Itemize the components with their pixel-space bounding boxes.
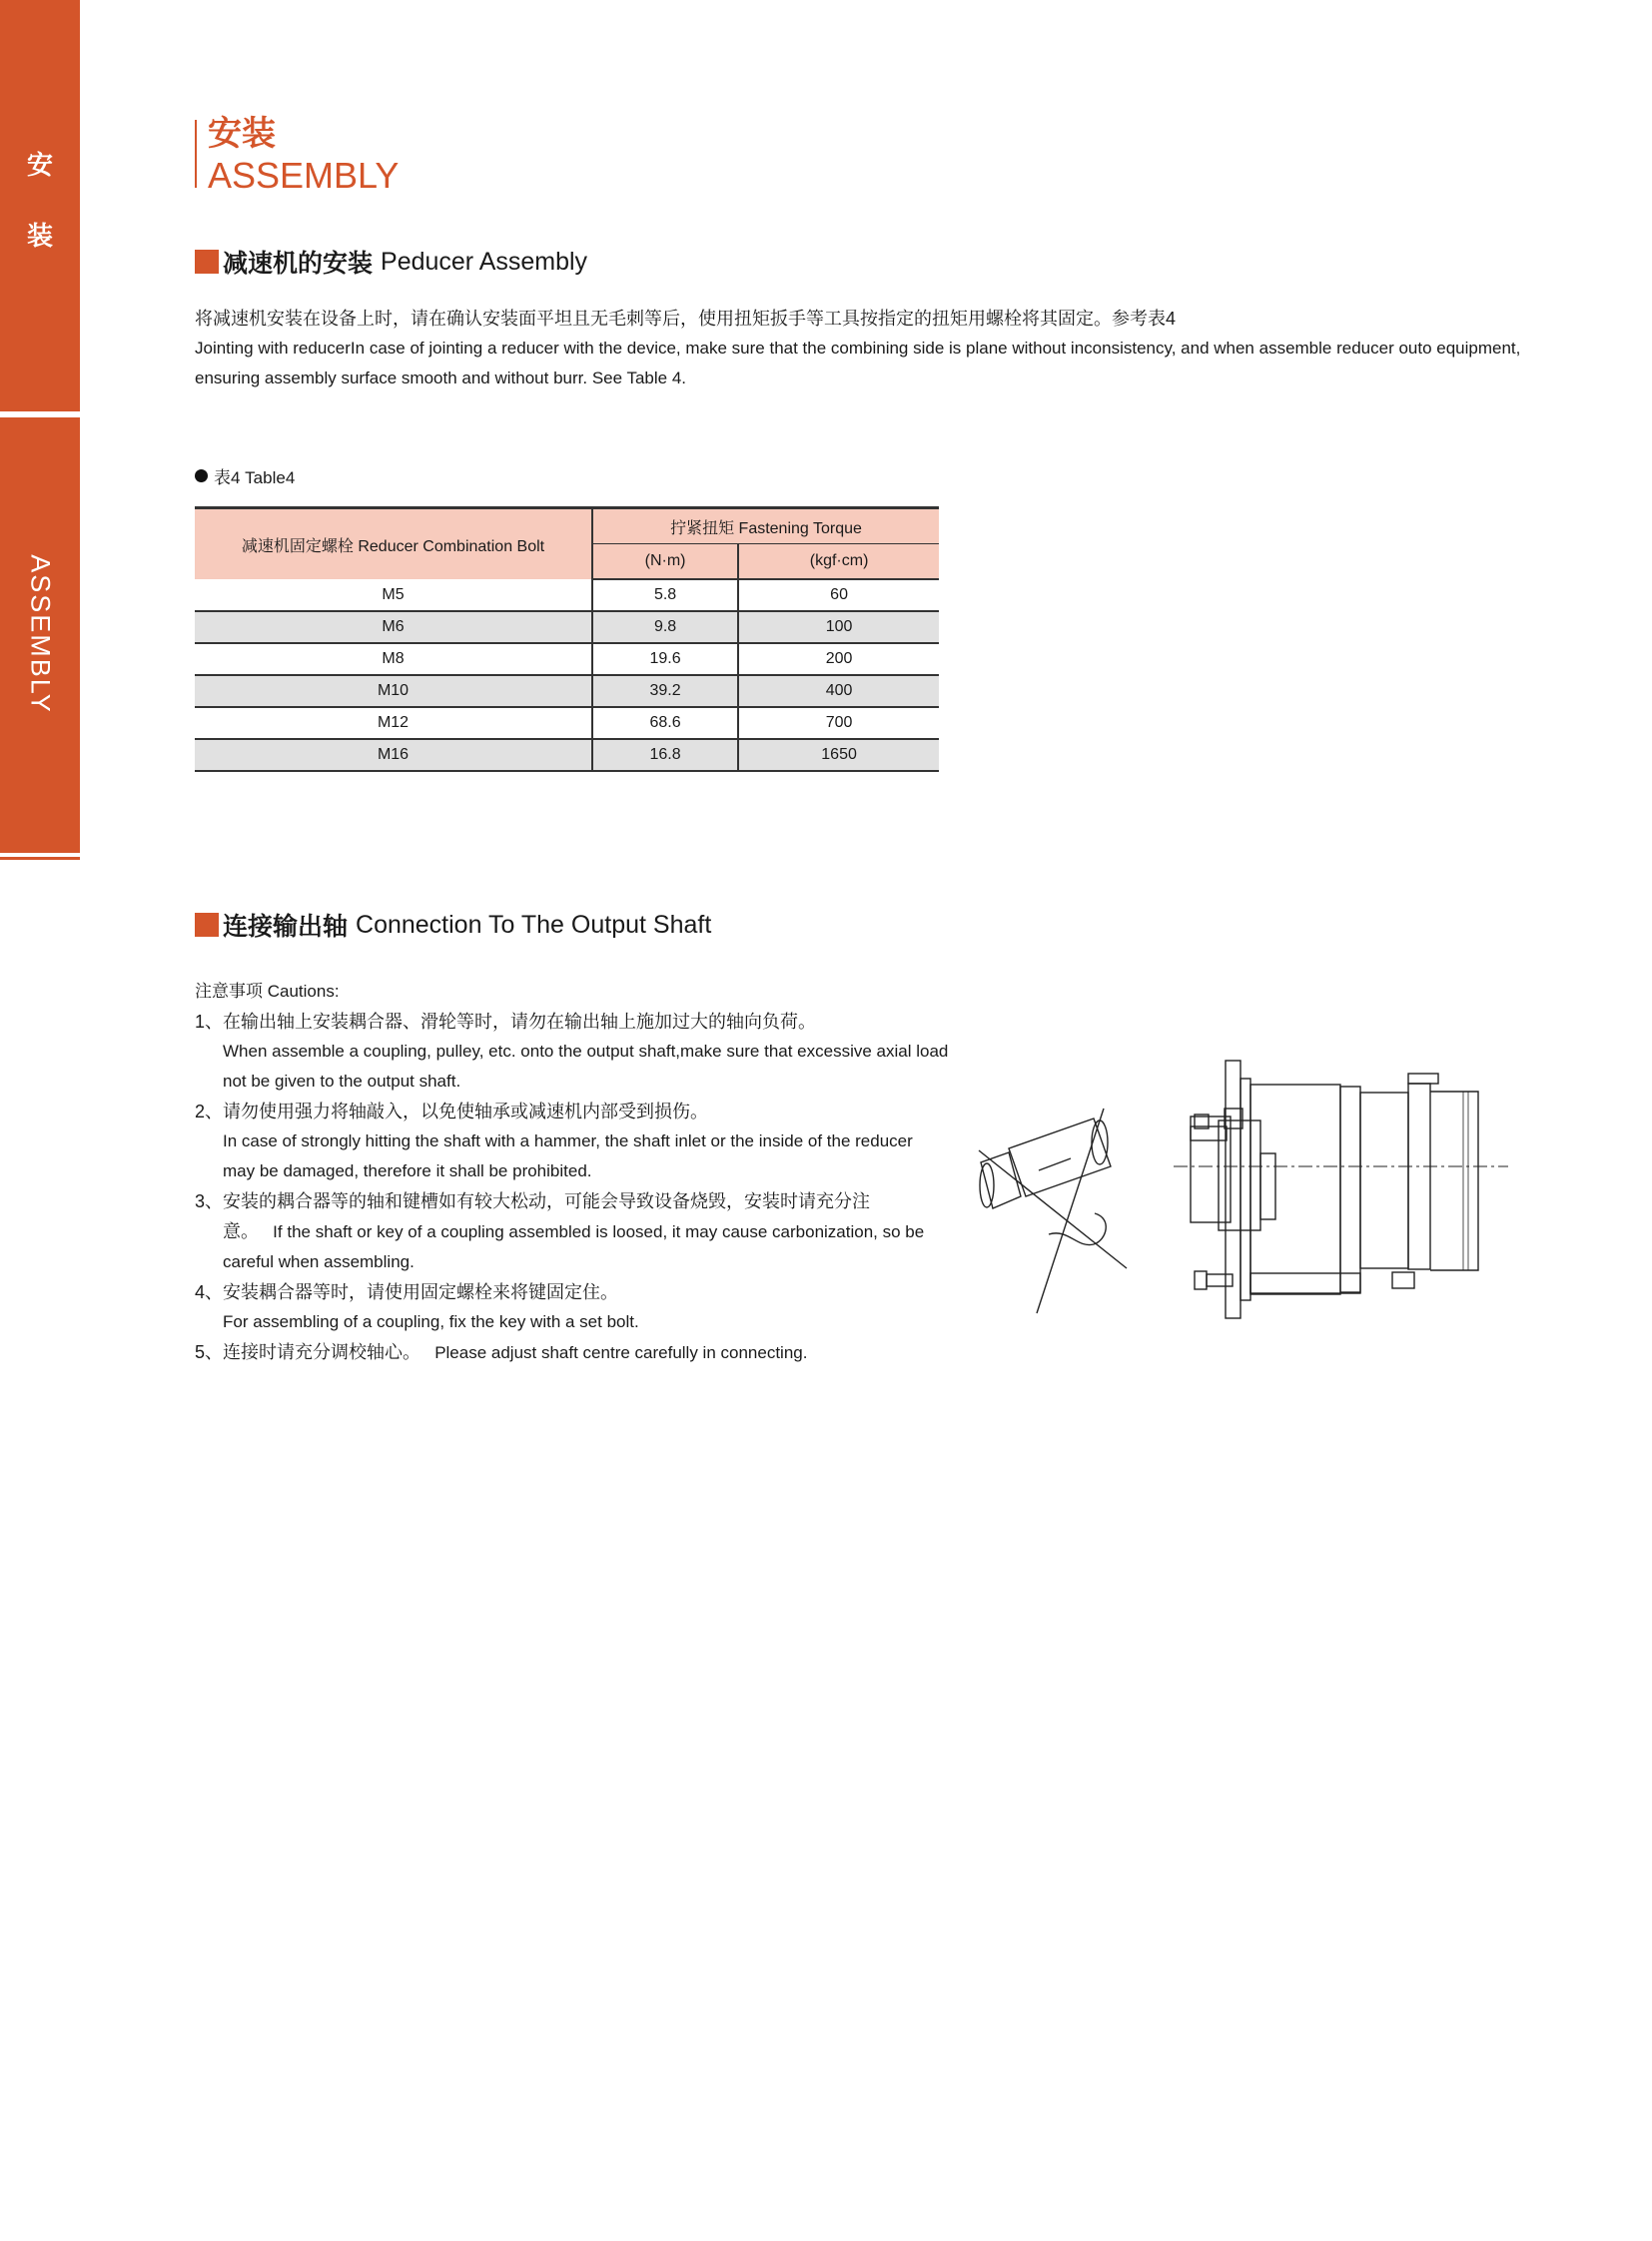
table-caption: [195, 463, 295, 488]
torque-table: [195, 506, 939, 772]
caution-cn-cont: 意。: [223, 1221, 259, 1241]
table-row: [195, 643, 939, 675]
section-marker: [195, 250, 219, 274]
cell-kgf: 200: [738, 643, 939, 675]
cell-kgf: 1650: [738, 739, 939, 771]
caution-en: Please adjust shaft centre carefully in connecting.: [434, 1343, 808, 1362]
caution-cn: 5、连接时请充分调校轴心。: [195, 1342, 421, 1362]
section-title-cn: 减速机的安装: [223, 250, 374, 278]
section1-paragraph-en-line2: ensuring assembly surface smooth and without burr. See Table 4.: [195, 369, 687, 387]
table-row: [195, 675, 939, 707]
caution-en-text: If the shaft or key of a coupling assembled is loosed, it may cause carbonization, so be: [273, 1222, 925, 1241]
cell-kgf: 700: [738, 707, 939, 739]
side-char-an: 安: [26, 150, 53, 180]
side-tab-top: [0, 0, 80, 411]
table-row: [195, 579, 939, 611]
cell-kgf: 400: [738, 675, 939, 707]
caution-en: In case of strongly hitting the shaft with a hammer, the shaft inlet or the inside of the reducer: [223, 1131, 913, 1150]
cell-nm: 68.6: [592, 707, 738, 739]
cell-nm: 39.2: [592, 675, 738, 707]
header-bolt: 减速机固定螺栓 Reducer Combination Bolt: [195, 508, 592, 580]
table-row: [195, 611, 939, 643]
page-title-cn: 安装: [208, 115, 276, 153]
cell-bolt: M10: [195, 675, 592, 707]
caution-en: may be damaged, therefore it shall be prohibited.: [223, 1161, 592, 1180]
cell-kgf: 100: [738, 611, 939, 643]
caution-en: When assemble a coupling, pulley, etc. onto the output shaft,make sure that excessive axial load: [223, 1042, 949, 1061]
cell-kgf: 60: [738, 579, 939, 611]
page-title-en: ASSEMBLY: [208, 155, 400, 196]
caution-en: not be given to the output shaft.: [223, 1072, 461, 1091]
caution-en-first: [195, 1216, 954, 1247]
section-heading-reducer-assembly: [195, 244, 587, 280]
section-title-cn: 连接输出轴: [223, 913, 349, 941]
cell-bolt: M6: [195, 611, 592, 643]
caution-cn: 1、在输出轴上安装耦合器、滑轮等时，请勿在输出轴上施加过大的轴向负荷。: [195, 1012, 817, 1032]
caution-item: [195, 1337, 954, 1368]
side-vertical-label: ASSEMBLY: [25, 554, 56, 714]
side-char-zhuang: 装: [26, 221, 53, 251]
section-title-en: Peducer Assembly: [381, 247, 588, 276]
cell-nm: 9.8: [592, 611, 738, 643]
caution-cn: 2、请勿使用强力将轴敲入，以免使轴承或减速机内部受到损伤。: [195, 1102, 709, 1121]
caution-en: careful when assembling.: [223, 1252, 414, 1271]
section1-paragraph-en-line1: Jointing with reducerIn case of jointing a reducer with the device, make sure that the combining side is plane without inconsistency, and when assemble reducer outo equipment,: [195, 339, 1521, 358]
caution-cn: 4、安装耦合器等时，请使用固定螺栓来将键固定住。: [195, 1282, 619, 1302]
caution-item: [195, 1007, 954, 1097]
section-marker: [195, 913, 219, 937]
cautions-list: [195, 977, 954, 1368]
bullet-icon: [195, 469, 208, 482]
caution-item: [195, 1277, 954, 1337]
cell-bolt: M12: [377, 714, 410, 731]
prohibited-shaft-figure: [979, 1109, 1127, 1313]
section1-paragraph-cn: 将减速机安装在设备上时，请在确认安装面平坦且无毛刺等后，使用扭矩扳手等工具按指定的扭矩用螺栓将其固定。参考表4: [195, 309, 1177, 329]
header-unit-nm: (N·m): [592, 544, 738, 580]
cell-nm: 16.8: [592, 739, 738, 771]
header-torque: 拧紧扭矩 Fastening Torque: [592, 508, 939, 544]
cell-bolt: M5: [382, 585, 405, 603]
caution-en: For assembling of a coupling, fix the key with a set bolt.: [223, 1312, 639, 1331]
cell-bolt: M16: [195, 739, 592, 771]
shaft-figures: [969, 1059, 1568, 1328]
cautions-title: 注意事项 Cautions:: [195, 982, 340, 1001]
caution-item: [195, 1186, 954, 1277]
table-row: [195, 707, 939, 739]
header-accent-bar: [195, 120, 197, 188]
cell-nm: 5.8: [592, 579, 738, 611]
cell-nm: 19.6: [592, 643, 738, 675]
table-caption-text: 表4 Table4: [214, 468, 296, 487]
cell-bolt: M8: [382, 650, 405, 667]
gearbox-assembly-figure: [1174, 1061, 1508, 1318]
caution-item: [195, 1097, 954, 1186]
side-tab-underline: [0, 857, 80, 860]
caution-cn: 3、安装的耦合器等的轴和键槽如有较大松动，可能会导致设备烧毁，安装时请充分注: [195, 1191, 871, 1211]
section-title-en: Connection To The Output Shaft: [356, 910, 712, 939]
header-unit-kgfcm: (kgf·cm): [738, 544, 939, 580]
table-row: [195, 739, 939, 771]
section-heading-output-shaft: [195, 907, 711, 943]
